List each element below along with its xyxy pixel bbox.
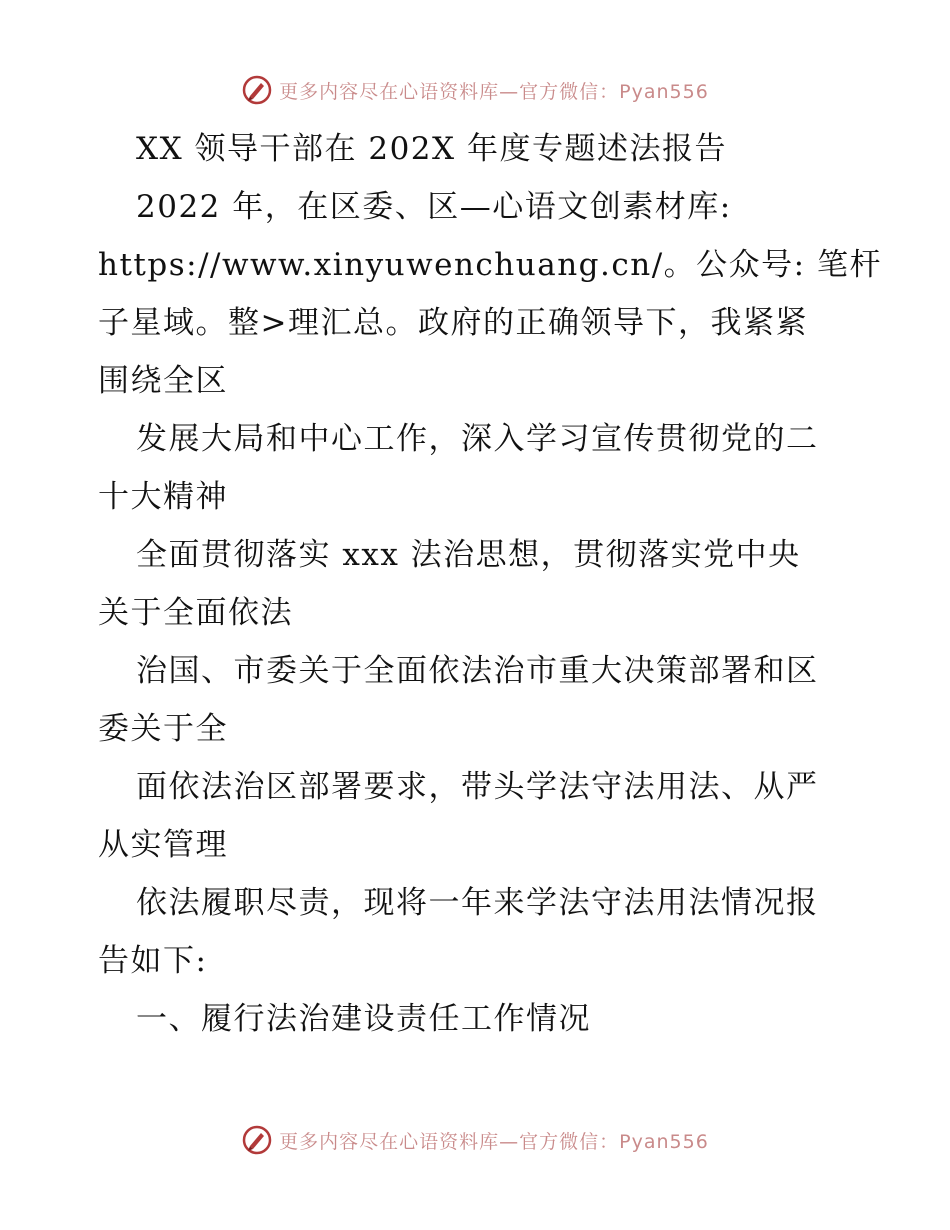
pen-logo-icon [241,74,273,106]
paragraph-line: 围绕全区 [98,363,228,399]
paragraph-line: https://www.xinyuwenchuang.cn/。公众号: 笔杆 [98,247,882,283]
watermark-text: 更多内容尽在心语资料库—官方微信：Pyan556 [279,1130,709,1153]
document-title: XX 领导干部在 202X 年度专题述法报告 [136,131,727,167]
paragraph-line: 子星域。整>理汇总。政府的正确领导下，我紧紧 [98,305,808,341]
paragraph-line: 面依法治区部署要求，带头学法守法用法、从严 [136,769,819,805]
section-heading: 一、履行法治建设责任工作情况 [136,1001,591,1037]
paragraph-line: 关于全面依法 [98,595,293,631]
paragraph-line: 2022 年，在区委、区—心语文创素材库: [136,189,732,225]
document-body [98,120,882,1048]
footer-watermark [0,1120,950,1160]
paragraph-line: 十大精神 [98,479,228,515]
paragraph-line: 治国、市委关于全面依法治市重大决策部署和区 [136,653,819,689]
watermark-text: 更多内容尽在心语资料库—官方微信：Pyan556 [279,80,709,103]
header-watermark [0,70,950,110]
paragraph-line: 发展大局和中心工作，深入学习宣传贯彻党的二 [136,421,819,457]
paragraph-line: 告如下: [98,943,208,979]
paragraph-line: 从实管理 [98,827,228,863]
paragraph-line: 全面贯彻落实 xxx 法治思想，贯彻落实党中央 [136,537,801,573]
paragraph-line: 依法履职尽责，现将一年来学法守法用法情况报 [136,885,819,921]
pen-logo-icon [241,1124,273,1156]
paragraph-line: 委关于全 [98,711,228,747]
